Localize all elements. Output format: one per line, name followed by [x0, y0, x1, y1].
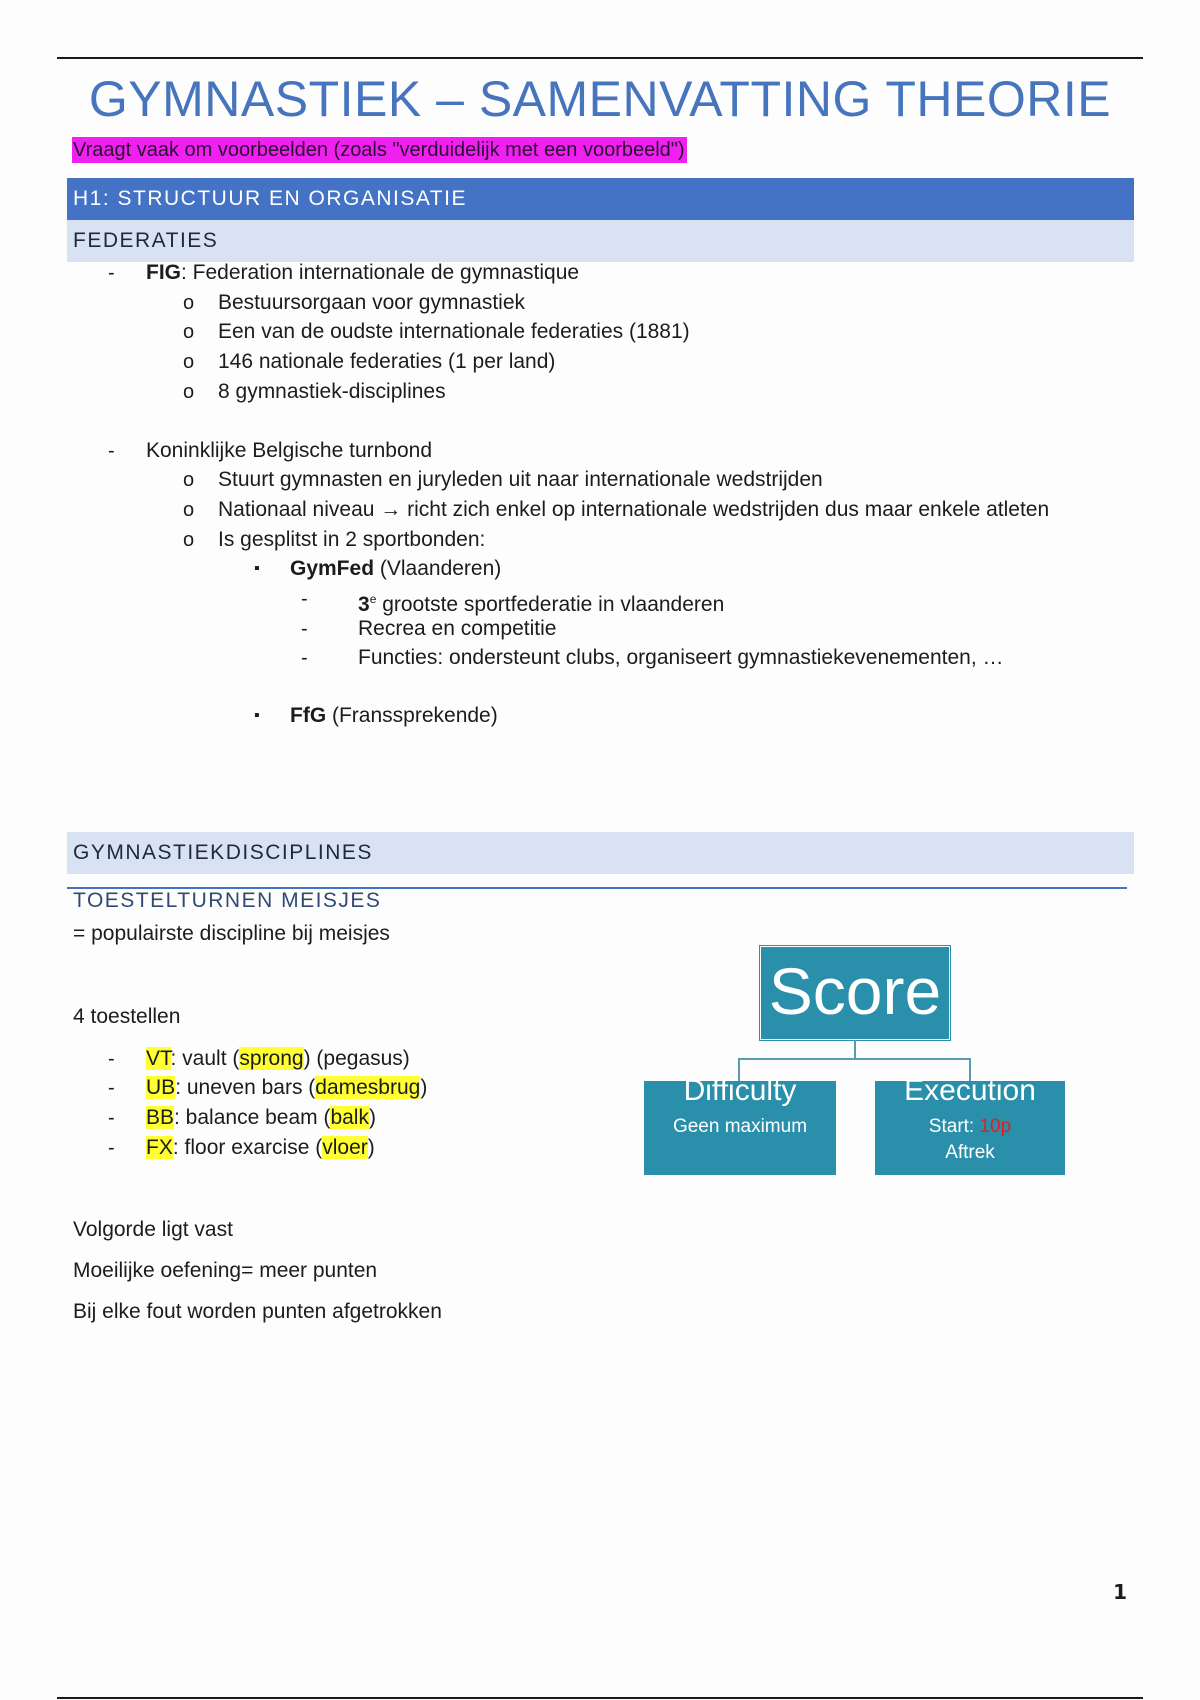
sub-bullet: o	[183, 469, 195, 491]
fig-name: FIG	[146, 261, 181, 284]
diagram-execution-box	[875, 1074, 1065, 1175]
heading-federaties	[67, 220, 1134, 262]
apparatus-dutch: sprong	[239, 1047, 304, 1070]
page-number: 1	[1113, 1580, 1127, 1604]
sub-bullet: o	[183, 529, 195, 551]
square-bullet: ▪	[254, 560, 260, 577]
apparatus-tail: )	[367, 1136, 375, 1159]
dash-bullet: -	[301, 647, 308, 669]
gymfed-region: (Vlaanderen)	[374, 557, 502, 580]
kbt-item: Koninklijke Belgische turnbond	[146, 439, 433, 462]
list-bullet: -	[108, 440, 115, 462]
ffg-item	[290, 703, 498, 729]
closing-line: Volgorde ligt vast	[73, 1218, 233, 1241]
top-rule	[57, 57, 1143, 59]
diagram-difficulty-title: Difficulty	[683, 1074, 797, 1107]
apparatus-tail: )	[368, 1106, 376, 1129]
list-bullet: -	[108, 1077, 115, 1099]
diagram-score-label: Score	[768, 954, 942, 1028]
fig-sub-item: 8 gymnastiek-disciplines	[218, 380, 446, 403]
apparatus-code: FX	[146, 1136, 173, 1159]
diagram-difficulty-box	[644, 1074, 836, 1175]
gymfed-sub-item: Recrea en competitie	[358, 617, 557, 640]
diagram-execution-start	[876, 1114, 1064, 1140]
subheading-toestelturnen: TOESTELTURNEN MEISJES	[73, 889, 382, 912]
ffg-name: FfG	[290, 704, 327, 727]
heading-1-bar	[67, 178, 1134, 220]
apparatus-dutch: damesbrug	[315, 1076, 421, 1099]
apparatus-english: : vault (	[170, 1047, 240, 1070]
apparatus-item	[146, 1105, 376, 1131]
gymfed-name: GymFed	[290, 557, 375, 580]
fig-sub-item: 146 nationale federaties (1 per land)	[218, 350, 556, 373]
kbt-sub-item: Is gesplitst in 2 sportbonden:	[218, 528, 486, 551]
toestellen-label: 4 toestellen	[73, 1005, 181, 1028]
gymfed-rank-text: grootste sportfederatie in vlaanderen	[376, 593, 725, 616]
kbt-sub-item: Nationaal niveau → richt zich enkel op internationale wedstrijden dus maar enkele atleten	[218, 498, 1050, 521]
fig-sub-item: Een van de oudste internationale federaties (1881)	[218, 320, 690, 343]
dash-bullet: -	[301, 618, 308, 640]
gymfed-sub-item	[358, 586, 724, 618]
sub-bullet: o	[183, 321, 195, 343]
fig-item	[146, 260, 579, 286]
apparatus-code: VT	[146, 1047, 171, 1070]
apparatus-dutch: vloer	[322, 1136, 368, 1159]
gymfed-sub-item: Functies: ondersteunt clubs, organiseert gymnastiekevenementen, …	[358, 646, 1004, 669]
heading-1-text: H1: STRUCTUUR EN ORGANISATIE	[73, 187, 467, 210]
diagram-difficulty-sub: Geen maximum	[672, 1116, 808, 1137]
apparatus-item	[146, 1075, 427, 1101]
sub-bullet: o	[183, 499, 195, 521]
diagram-start-label: Start:	[928, 1116, 975, 1137]
list-bullet: -	[108, 262, 115, 284]
diagram-score-box	[760, 946, 950, 1040]
sub-bullet: o	[183, 292, 195, 314]
closing-line: Bij elke fout worden punten afgetrokken	[73, 1300, 442, 1323]
discipline-definition: = populairste discipline bij meisjes	[73, 922, 390, 945]
bottom-rule	[57, 1697, 1143, 1699]
apparatus-english: : floor exarcise (	[172, 1136, 323, 1159]
kbt-sub-item: Stuurt gymnasten en juryleden uit naar internationale wedstrijden	[218, 468, 823, 491]
highlighted-note: Vraagt vaak om voorbeelden (zoals "verduidelijk met een voorbeeld")	[73, 139, 685, 161]
fig-description: : Federation internationale de gymnastique	[181, 261, 580, 284]
apparatus-tail: )	[420, 1076, 428, 1099]
apparatus-item	[146, 1135, 375, 1161]
diagram-connector	[738, 1058, 971, 1060]
apparatus-english: : uneven bars (	[175, 1076, 316, 1099]
diagram-execution-aftrek: Aftrek	[945, 1142, 995, 1163]
apparatus-tail: ) (pegasus)	[303, 1047, 410, 1070]
heading-disciplines	[67, 832, 1134, 874]
document-title: GYMNASTIEK – SAMENVATTING THEORIE	[88, 71, 1112, 127]
diagram-execution-title: Execution	[904, 1074, 1036, 1107]
ffg-region: (Franssprekende)	[326, 704, 498, 727]
heading-federaties-text: FEDERATIES	[73, 229, 219, 252]
closing-line: Moeilijke oefening= meer punten	[73, 1259, 378, 1282]
square-bullet: ▪	[254, 707, 260, 724]
diagram-connector	[854, 1040, 856, 1058]
list-bullet: -	[108, 1107, 115, 1129]
sub-bullet: o	[183, 351, 195, 373]
apparatus-dutch: balk	[330, 1106, 369, 1129]
gymfed-item	[290, 556, 501, 582]
gymfed-rank-suffix: e	[369, 592, 377, 606]
apparatus-item	[146, 1046, 410, 1072]
sub-bullet: o	[183, 381, 195, 403]
apparatus-code: UB	[146, 1076, 176, 1099]
apparatus-code: BB	[146, 1106, 175, 1129]
heading-disciplines-text: GYMNASTIEKDISCIPLINES	[73, 841, 373, 864]
dash-bullet: -	[301, 588, 308, 610]
list-bullet: -	[108, 1048, 115, 1070]
fig-sub-item: Bestuursorgaan voor gymnastiek	[218, 291, 525, 314]
diagram-start-value: 10p	[979, 1116, 1012, 1137]
gymfed-rank-number: 3	[358, 593, 370, 616]
list-bullet: -	[108, 1137, 115, 1159]
apparatus-english: : balance beam (	[174, 1106, 331, 1129]
